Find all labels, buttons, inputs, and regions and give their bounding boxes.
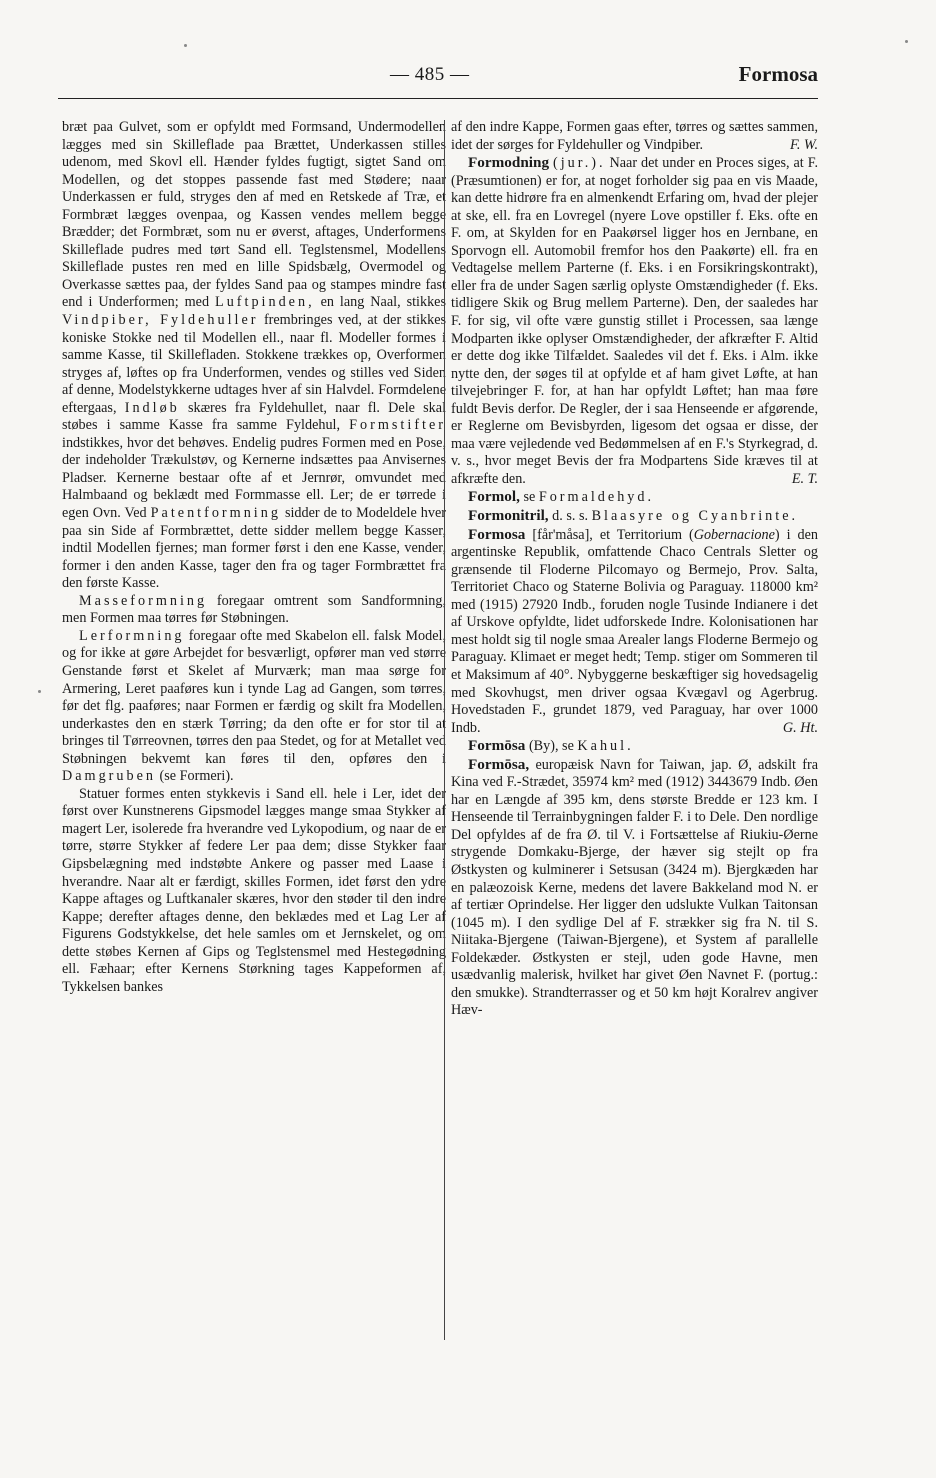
paragraph-lerformning: Lerformning foregaar ofte med Skabelon ell. falsk Model, og for ikke at gøre Arbejdet for besværligt, opfører man ved større Genstande først et Skelet af Murværk; man maa sørge for Armering, Leret paaføres kun i tynde Lag ad Gangen, som tørres, før det flg. paaføres; naar Formen er færdig og skilt fra Modellen, underkastes den en stærk Tørring; da den ofte er for stor til at bringes til Tørreovnen, tørres den paa Stedet, og for at Metallet ved Støbningen bekvemt kan føres til den, opføres den i Damgruben (se Formeri).: [62, 627, 447, 785]
entry-formodning: Formodning (jur.). Naar det under en Proces siges, at F. (Præsumtionen) er for, at noget forholder sig paa en vis Maade, kan dette hidrøre fra en almenkendt Erfaring om, hvad der plejer at ske, ell. fra en Lovregel (nyere Love opstiller f. Eks. ofte en F. om, at Skylden for en Paakørsel ligger hos en Jernbane, en Sporvogn ell. Automobil fremfor hos den Paakørte) ell. fra en Vedtagelse mellem Parterne (f. Eks. i en Forsikringskontrakt), eller fra de under Sagen særlig oplyste Omstændigheder (f. Eks. tidligere Skik og Brug mellem Parterne). Den, der saaledes har F. for sig, vil ofte være gunstig stillet i Processen, saa længe Modparten ikke oplyser Omstændigheder, der afkræfter F. Altid er dette dog ikke Tilfældet. Saaledes vil det f. Eks. i Alm. ikke nytte den, der søges til at opfylde et af ham givet Løfte, at han tilvejebringer F. for, at han har opfyldt Løftet; han maa føre fuldt Bevis derfor. De Regler, der i saa Henseende er afgørende, er Reglerne om Bevisbyrden, ligesom det ogsaa er disse, der maa være vejledende ved Bedømmelsen af en F.'s Styrkegrad, d. v. s., hvor meget Bevis der fra Modpartens Side kræves til at afkræfte den. E. T.: [451, 154, 818, 487]
author-signature: G. Ht.: [782, 719, 818, 736]
header-rule: [58, 98, 818, 99]
page-header: [60, 62, 818, 96]
page-number: — 485 —: [390, 64, 470, 85]
headword: Formonitril,: [468, 507, 549, 525]
entry-formosa-territory: Formosa [får'måsa], et Territorium (Gobernacione) i den argentinske Republik, omfattende Chaco Centrals Sletter og grænsende til Floderne Pilcomayo og Bermejo, Prov. Salta, Territoriet Chaco og Staterne Bolivia og Paraguay. 118000 km² med (1915) 27920 Indb., foruden nogle Tusinde Indianere i det af Urskove opfyldte, lidet udforskede Indre. Kolonisationen har mest holdt sig til nogle smaa Arealer langs Floderne Bermejo og Paraguay. Klimaet er meget hedt; Temp. stiger om Sommeren til et Maksimum af 40°. Nybyggerne beskæftiger sig hovedsagelig med Skovhugst, men driver ogsaa Kvægavl og Agerbrug. Hovedstaden F., grundet 1879, ved Paraguay, har over 1000 Indb. G. Ht.: [451, 525, 818, 736]
headword: Formodning: [468, 154, 550, 172]
headword: Formōsa,: [468, 755, 530, 773]
scan-speck: [184, 44, 187, 47]
paragraph-continued: af den indre Kappe, Formen gaas efter, tørres og sættes sammen, idet der sørges for Fyldehuller og Vindpiber. F. W.: [451, 119, 818, 153]
entry-formosa-taiwan: Formōsa, europæisk Navn for Taiwan, jap. Ø, adskilt fra Kina ved F.-Strædet, 35974 km² med (1912) 3443679 Indb. Øen har en Længde af 395 km, dens største Bredde er 123 km. I Henseende til Terrainbygningen falder F. i to Dele. Den nordlige Del opfyldes af de fra Ø. til V. i Fortsættelse af Riukiu-Øerne strygende Domkaku-Bjerge, der hæver sig stejlt op fra Østkysten og kulminerer i Setsusan (3424 m). Bjergkæden har en palæozoisk Kerne, medens det lavere Bakkeland mod N. er af tertiær Oprindelse. Her ligger den udslukte Vulkan Taitonsan (1045 m). I den sydlige Del af F. strækker sig fra N. til S. Niitaka-Bjergene (Taiwan-Bjergene), et System af parallelle Foldekæder. Østkysten er stejl, uden gode Havne, men usædvanlig malerisk, hvilket har givet Øen Navnet F. (portug.: den smukke). Strandterrasser og et 50 km højt Koralrev angiver Hæv-: [451, 755, 819, 1019]
headword: Formol,: [468, 488, 520, 506]
scan-speck: [38, 690, 41, 693]
paragraph-masseformning: Masseformning foregaar omtrent som Sandformning, men Formen maa tørres før Støbningen.: [62, 592, 447, 627]
headword: Formōsa: [468, 737, 526, 755]
right-column: [451, 119, 818, 1020]
author-signature: E. T.: [791, 470, 818, 487]
paragraph-statuer: Statuer formes enten stykkevis i Sand ell. hele i Ler, idet der først over Kunstnerens Gipsmodel lægges mange smaa Stykker af magert Ler, isolerede fra hverandre ved Lykopodium, og naar de er tørre, større Stykker af federe Ler paa dem; disse Stykker faar Gipsbelægning med indstøbte Ankere og passer med Laase i hverandre. Naar alt er færdigt, skilles Formen, idet først den ydre Kappe aftages og Luftkanaler skæres, hvor den støder til den indre Kappe; derefter aftages denne, den beklædes med et Lag Ler af Figurens Godstykkelse, det hele samles om et Jernskelet, og om dette støbes Kernen af Gips og Teglstensmel med Hestegødning ell. Fæhaar; efter Kernens Størkning tages Kappeformen af, Tykkelsen bankes: [62, 785, 446, 995]
left-column: [62, 119, 446, 996]
author-signature: F. W.: [790, 136, 818, 153]
scan-speck: [905, 40, 908, 43]
column-divider: [444, 120, 445, 1340]
entry-formosa-city: Formōsa (By), se Kahul.: [468, 737, 634, 755]
entry-formonitril: Formonitril, d. s. s. Blaasyre og Cyanbrinte.: [468, 507, 799, 525]
running-head: Formosa: [738, 62, 818, 86]
entry-formol: Formol, se Formaldehyd.: [468, 488, 655, 506]
paragraph-sandformning: bræt paa Gulvet, som er opfyldt med Formsand, Undermodellen lægges med sin Skilleflade paa Brættet, Underkassen stilles udenom, med Skovl ell. Hænder fyldes fugtigt, sigtet Sand om Modellen, og det stoppes passende fast med Stødere; naar Underkassen er fuld, stryges den af med en Retskede af Træ, et Formbræt lægges ovenpaa, og Kassen vendes mellem begge Brædder; det Formbræt, som nu er øverst, aftages, Underformens Skilleflade pudres med tørt Sand ell. Teglstensmel, Modellens Skilleflade pustes ren med en lille Spidsbælg, Overmodel og Overkasse sættes paa, der fyldes Sand paa og stampes mindre fast end i Underformen; med Luftpinden, en lang Naal, stikkes Vindpiber, Fyldehuller frembringes ved, at der stikkes koniske Stokke ned til Modellen ell., naar fl. Modeller formes i samme Kasse, til Skillefladen. Stokkene trækkes op, Overformen stryges af, løftes op fra Underformen, vendes og stilles ved Siden af denne, Modelstykkerne udtages hver af sin Halvdel. Formdelene eftergaas, Indløb skæres fra Fyldehullet, naar fl. Dele skal støbes i samme Kasse fra samme Fyldehul, Formstifter indstikkes, hvor det behøves. Endelig pudres Formen med en Pose, der indeholder Trækulstøv, og Kernerne indsættes paa Anvisernes Pladser. Kernerne bestaar ofte af et Jernrør, omvundet med Halmbaand og beklædt med Formmasse ell. Ler; de er tørrede i egen Ovn. Ved Patentformning sidder de to Modeldele hver paa sin Side af Formbrættet, dette sidder mellem begge Kasser, indtil Modellen fjernes; man former først i den ene Kasse, vender, former i den anden Kasse, tager den fra og tager Formbrættet fra den første Kasse.: [62, 119, 447, 592]
headword: Formosa: [468, 525, 526, 543]
